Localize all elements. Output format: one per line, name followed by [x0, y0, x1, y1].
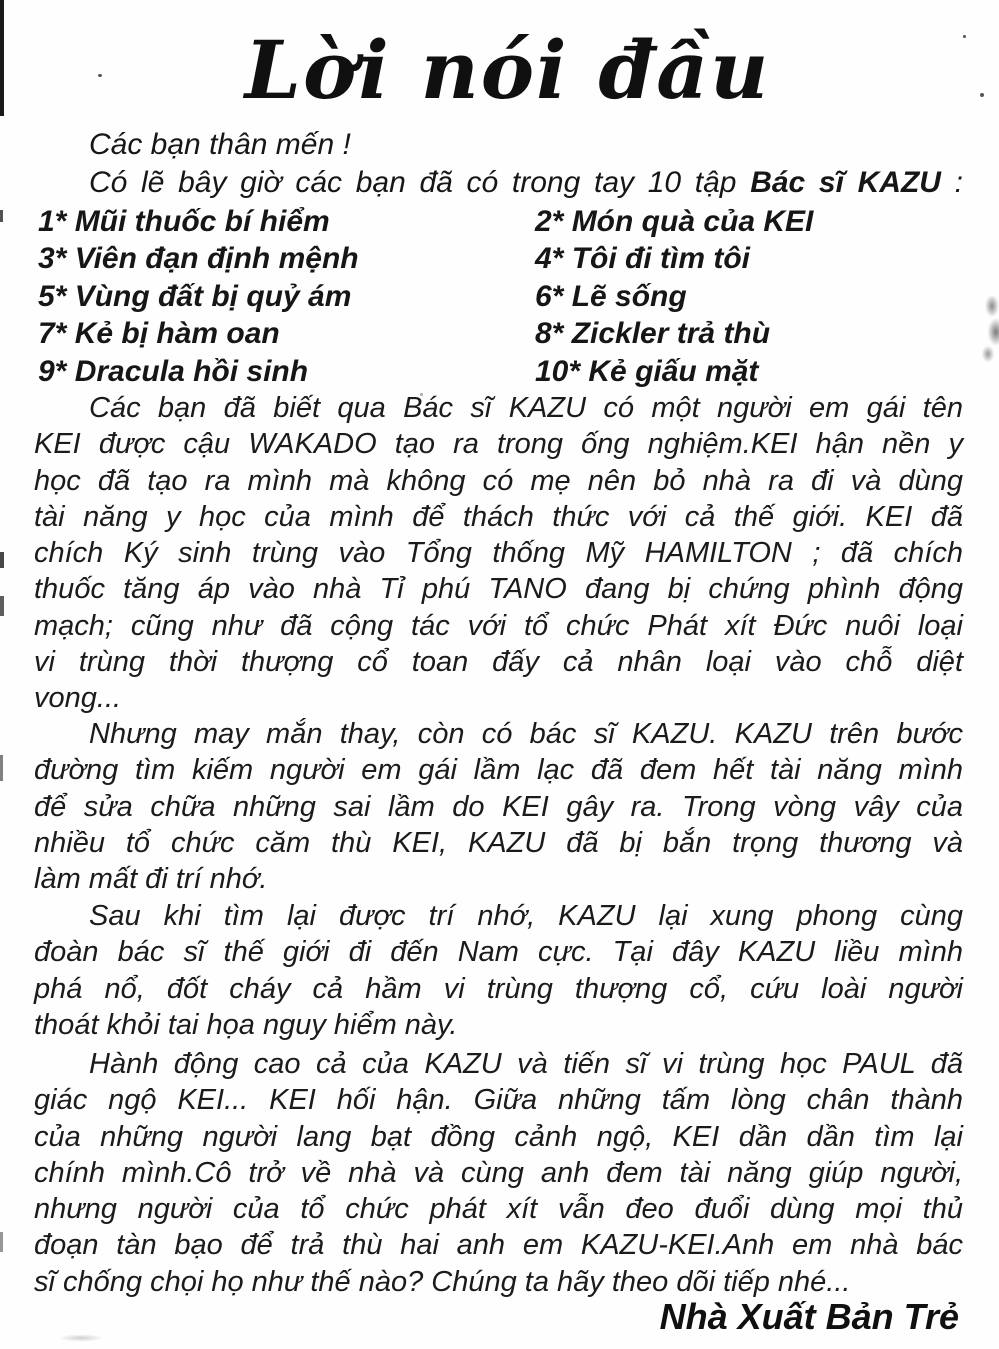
volume-item-1: 1* Mũi thuốc bí hiểm: [38, 205, 330, 238]
scan-artifact-mark: [0, 755, 3, 781]
volume-item-5: 5* Vùng đất bị quỷ ám: [38, 279, 352, 313]
body-line: để sửa chữa những sai lầm do KEI gây ra. Trong vòng vây của: [34, 790, 963, 823]
body-line: Các bạn đã biết qua Bác sĩ KAZU có một người em gái tên: [89, 392, 963, 424]
body-line: nhiều tổ chức căm thù KEI, KAZU đã bị bắn trọng thương và: [34, 826, 963, 859]
scan-smudge-right-edge: [972, 288, 999, 370]
body-line: KEI được cậu WAKADO tạo ra trong ống nghiệm.KEI hận nền y: [34, 428, 963, 461]
paragraph-4: [34, 1046, 963, 1300]
body-line: học đã tạo ra mình mà không có mẹ nên bỏ nhà ra đi và dùng: [34, 464, 963, 497]
body-line: vi trùng thời thượng cổ toan đấy cả nhân loại vào chỗ diệt: [34, 646, 963, 679]
volume-row: [38, 203, 969, 240]
volume-row: [38, 315, 969, 352]
volume-item-6: 6* Lẽ sống: [535, 279, 687, 313]
body-line: làm mất đi trí nhớ.: [34, 863, 268, 896]
body-line: phá nổ, đốt cháy cả hầm vi trùng thượng cổ, cứu loài người: [34, 972, 963, 1005]
scan-artifact-mark: [0, 1232, 3, 1252]
intro-lead-colon: :: [940, 166, 964, 199]
body-line: sĩ chống chọi họ như thế nào? Chúng ta hãy theo dõi tiếp nhé...: [34, 1265, 851, 1298]
volume-list: [38, 203, 969, 390]
volume-item-10: 10* Kẻ giấu mặt: [535, 354, 759, 388]
intro-lead-line: [34, 164, 963, 201]
body-line: thoát khỏi tai họa nguy hiểm này.: [34, 1008, 458, 1041]
series-name-bold: Bác sĩ KAZU: [750, 166, 941, 199]
volume-item-2: 2* Món quà của KEI: [535, 205, 814, 238]
body-line: nhưng người của tổ chức phát xít vẫn đeo đuổi dùng mọi thủ: [34, 1193, 963, 1226]
volume-item-8: 8* Zickler trả thù: [535, 317, 771, 351]
body-line: chính mình.Cô trở về nhà và cùng anh đem tài năng giúp người,: [34, 1156, 963, 1189]
volume-item-9: 9* Dracula hồi sinh: [38, 354, 309, 388]
volume-item-4: 4* Tôi đi tìm tôi: [535, 242, 750, 276]
body-line: mạch; cũng như đã cộng tác với tổ chức Phát xít Đức nuôi loại: [34, 609, 963, 642]
body-line: Hành động cao cả của KAZU và tiến sĩ vi trùng học PAUL đã: [89, 1048, 963, 1080]
paragraph-1: [34, 390, 963, 717]
volume-item-7: 7* Kẻ bị hàm oan: [38, 317, 280, 351]
volume-row: [38, 353, 969, 390]
paragraph-3: [34, 898, 963, 1043]
volume-row: [38, 240, 969, 277]
scan-artifact-mark: [0, 596, 4, 616]
body-line: của những người lang bạt đồng cảnh ngộ, KEI dần dần tìm lại: [34, 1120, 963, 1153]
volume-item-3: 3* Viên đạn định mệnh: [38, 242, 359, 276]
body-line: đường tìm kiếm người em gái lầm lạc đã đem hết tài năng mình: [34, 754, 963, 787]
intro-lead-text: Có lẽ bây giờ các bạn đã có trong tay 10 tập: [89, 166, 751, 199]
body-line: thuốc tăng áp vào nhà Tỉ phú TANO đang bị chứng phình động: [34, 573, 963, 606]
body-line: Nhưng may mắn thay, còn có bác sĩ KAZU. KAZU trên bước: [89, 718, 963, 750]
publisher-signature: Nhà Xuất Bản Trẻ: [659, 1296, 959, 1337]
scan-smudge-bottom-left: [46, 1332, 116, 1344]
intro-greeting: Các bạn thân mến !: [89, 128, 351, 161]
body-line: tài năng y học của mình để thách thức với cả thế giới. KEI đã: [34, 500, 963, 533]
volume-row: [38, 278, 969, 315]
body-line: giác ngộ KEI... KEI hối hận. Giữa những tấm lòng chân thành: [34, 1084, 963, 1117]
scan-artifact-mark: [0, 552, 4, 568]
paragraph-2: [34, 716, 963, 897]
body-line: Sau khi tìm lại được trí nhớ, KAZU lại xung phong cùng: [89, 900, 963, 932]
body-line: đoạn tàn bạo để trả thù hai anh em KAZU-KEI.Anh em nhà bác: [34, 1229, 963, 1262]
page-title: Lời nói đầu: [244, 23, 771, 117]
body-line: vong...: [34, 682, 122, 715]
body-line: đoàn bác sĩ thế giới đi đến Nam cực. Tại đây KAZU liều mình: [34, 936, 963, 969]
body-line: chích Ký sinh trùng vào Tổng thống Mỹ HAMILTON ; đã chích: [34, 537, 963, 570]
scan-artifact-mark: [0, 210, 3, 222]
